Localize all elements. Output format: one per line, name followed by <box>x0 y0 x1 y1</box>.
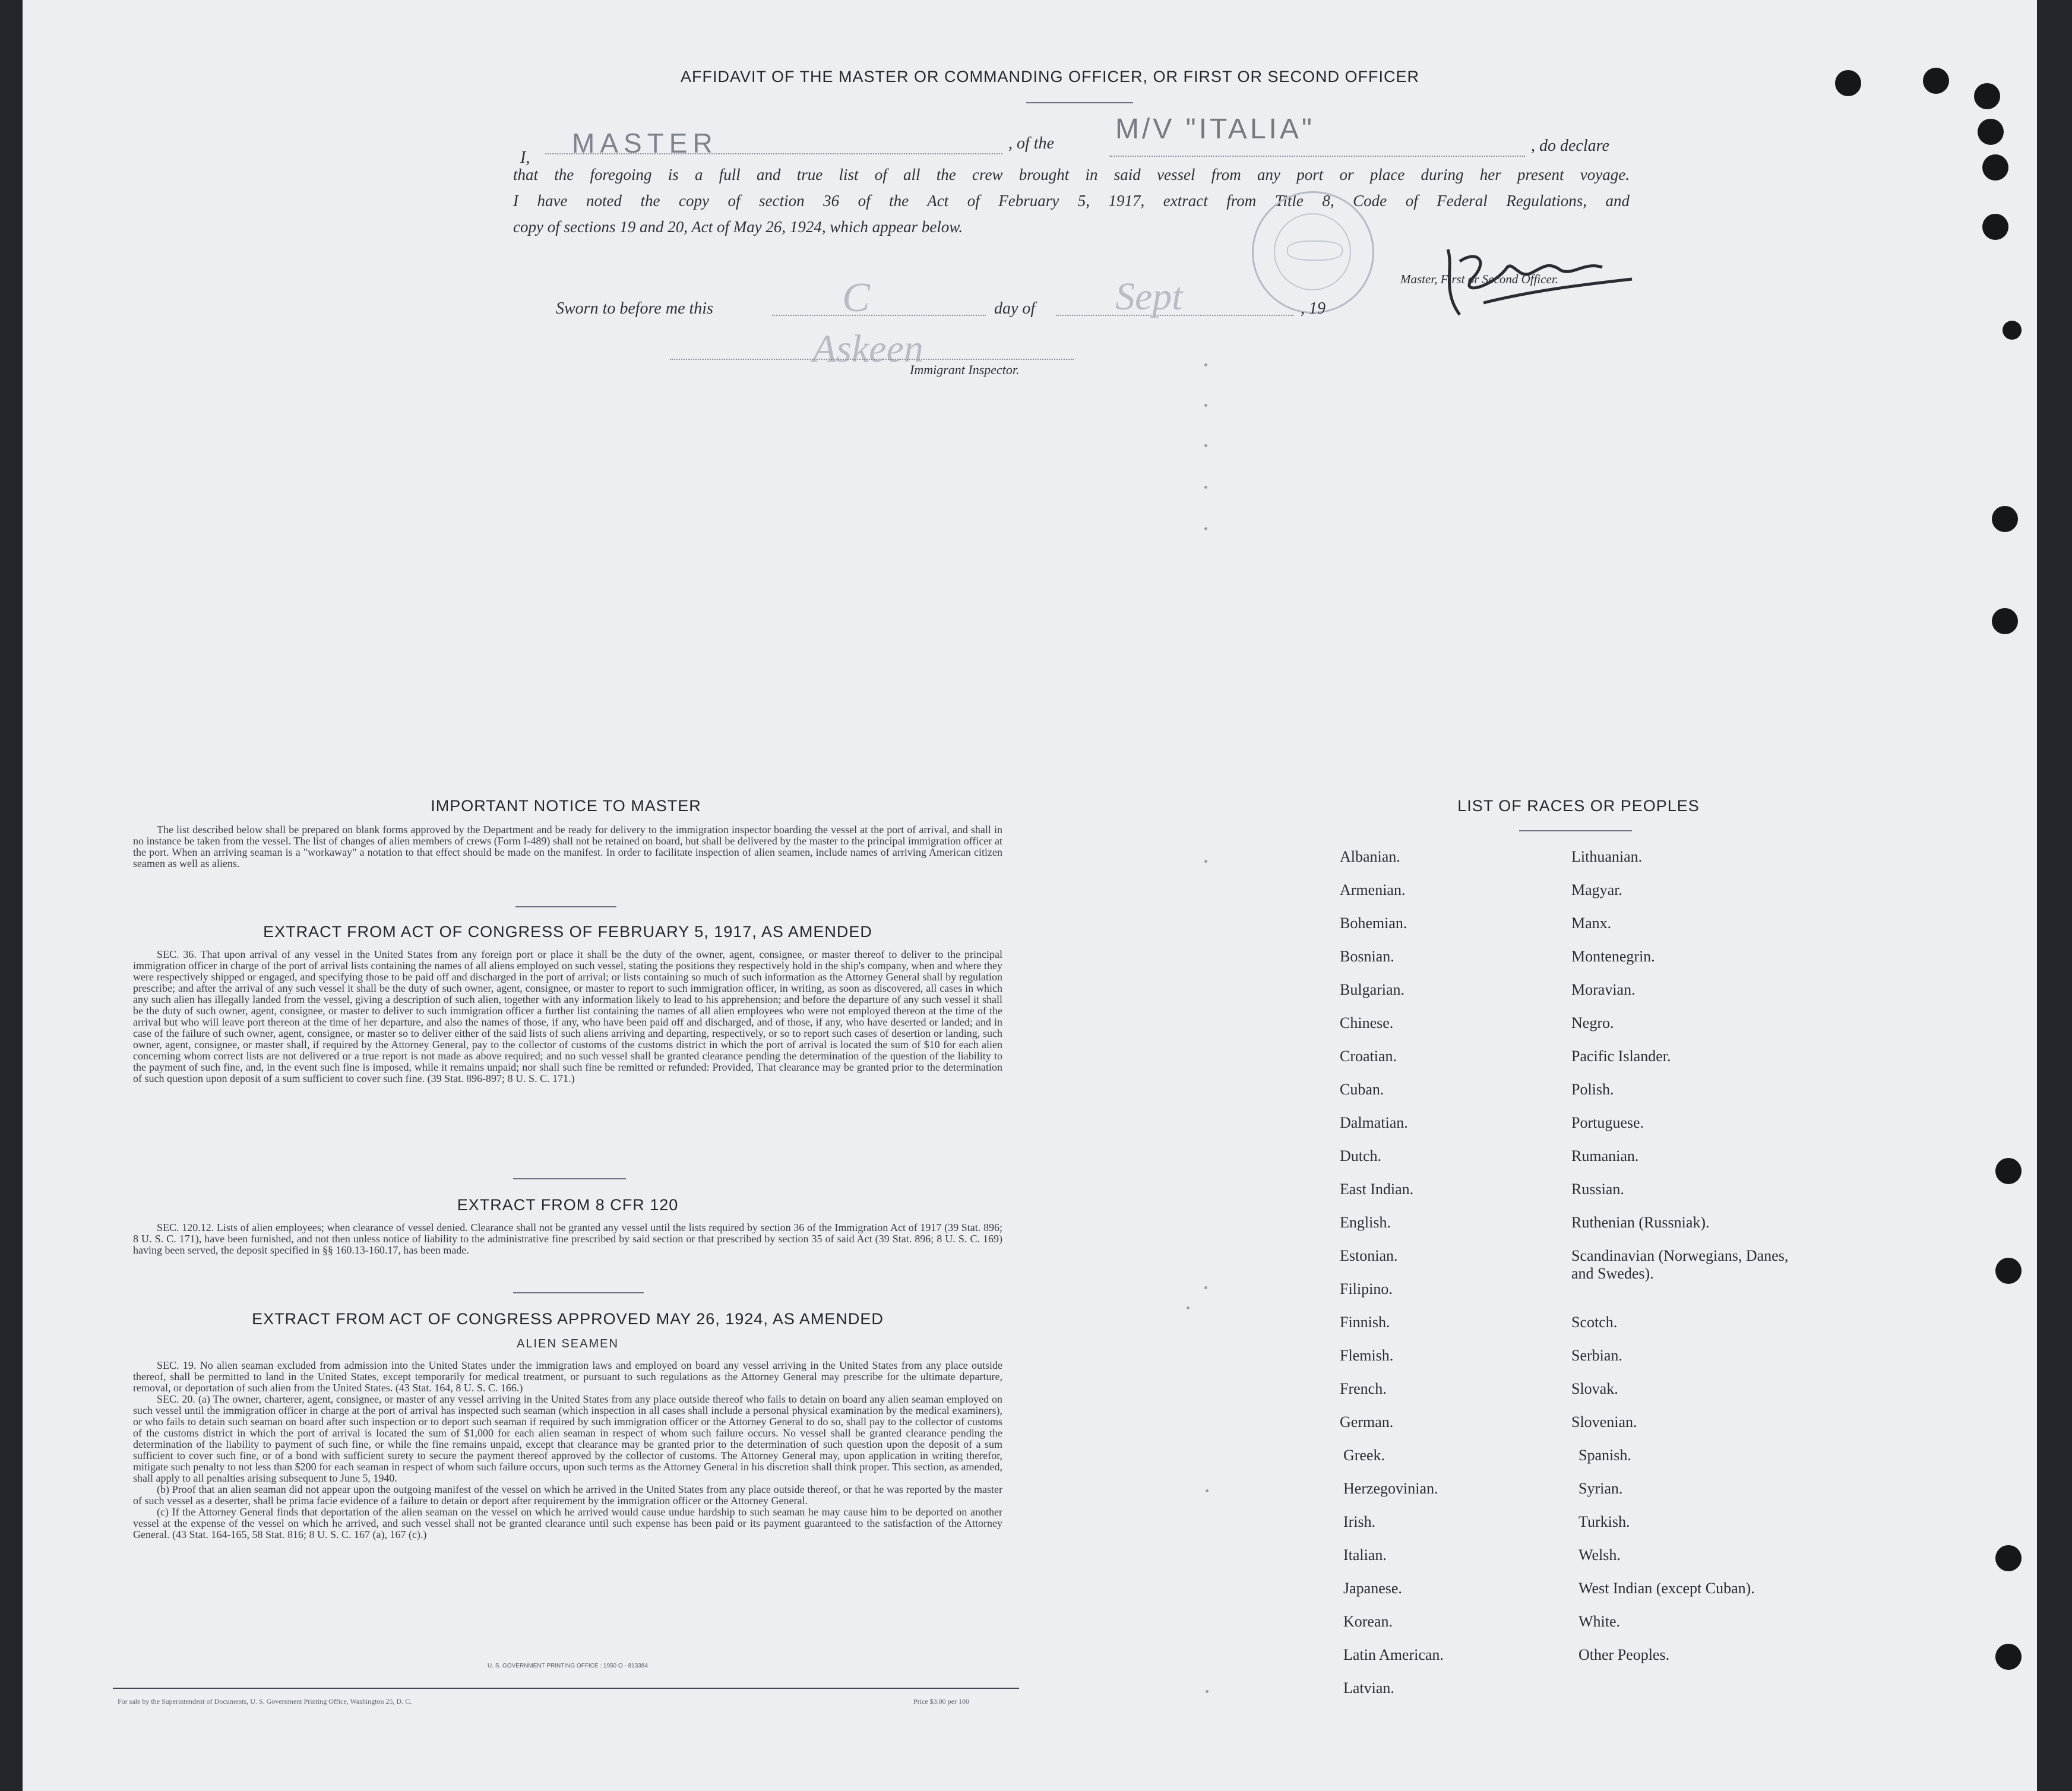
race-item: Japanese. <box>1343 1580 1402 1597</box>
of-the-label: , of the <box>1008 134 1054 153</box>
punch-hole-icon <box>1835 70 1861 96</box>
inspector-signature-icon: Askeen <box>812 327 923 371</box>
race-item: Montenegrin. <box>1571 948 1655 965</box>
race-item: Latvian. <box>1343 1679 1394 1697</box>
race-item: Irish. <box>1343 1513 1376 1530</box>
race-item: Armenian. <box>1340 881 1406 898</box>
master-entry: MASTER <box>572 128 718 159</box>
race-item: Dalmatian. <box>1340 1114 1408 1131</box>
race-item: Herzegovinian. <box>1343 1480 1438 1497</box>
race-item: Ruthenian (Russniak). <box>1571 1214 1710 1231</box>
extract-1924-heading: EXTRACT FROM ACT OF CONGRESS APPROVED MAY 26, 1924, AS AMENDED <box>252 1310 884 1328</box>
punch-hole-icon <box>2003 321 2022 340</box>
race-item: Manx. <box>1571 915 1612 932</box>
sworn-label: Sworn to before me this <box>556 299 713 318</box>
vessel-name-stamp: M/V "ITALIA" <box>1115 113 1315 145</box>
race-item: White. <box>1578 1613 1621 1630</box>
race-item: Dutch. <box>1340 1147 1382 1165</box>
signer-title: Master, First or Second Officer. <box>1400 272 1558 286</box>
printing-office-line: U. S. GOVERNMENT PRINTING OFFICE : 1950 O - 813384 <box>488 1663 648 1669</box>
year-label: , 19 <box>1301 299 1326 318</box>
race-item: Cuban. <box>1340 1081 1384 1098</box>
race-item: Bohemian. <box>1340 915 1407 932</box>
punch-hole-icon <box>1974 83 2000 109</box>
race-item: Russian. <box>1571 1181 1624 1198</box>
extract-1917-text: SEC. 36. That upon arrival of any vessel in the United States from any foreign port or place it shall be the duty of the owner, agent, consignee, or master thereof to deliver to the principal immigration officer in charge of the port of arrival lists containing the names of all aliens employed on such vessel, stating the positions they respectively hold in the ship's company, when and where they were respectively shipped or engaged, and specifying those to be paid off and discharged in the port of arrival; or lists containing so much of such information as the Attorney General shall by regulation prescribe; and after the arrival of any such vessel it shall be the duty of such owner, agent, consignee, or master to report to such immigration officer, in writing, as soon as discovered, all cases in which any such alien has illegally landed from the vessel, giving a description of such alien, together with any information likely to lead to his apprehension; and before the departure of any such vessel it shall be the duty of such owner, agent, consignee, or master to deliver to such immigration officer a further list containing the names of all alien employees who were not employed thereon at the time of the arrival but who will leave port thereon at the time of her departure, and also the names of those, if any, who have been paid off and discharged, and of those, if any, who have deserted or landed; and in case of the failure of such owner, agent, consignee, or master so to deliver either of the said lists of such aliens arriving and departing, respectively, or so to report such cases of desertion or landing, such owner, agent, consignee, or master shall, if required by the Attorney General, pay to the collector of customs of the customs district in which the port of arrival is located the sum of $10 for each alien concerning whom correct lists are not delivered or a true report is not made as above required; and no such vessel shall be granted clearance pending the determination of the question of the liability to the payment of such fine, and, in the event such fine is imposed, while it remains unpaid; nor shall such fine be remitted or refunded: Provided, That clearance may be granted prior to the determination of such question upon deposit of a sum sufficient to cover such fine. (39 Stat. 896-897; 8 U. S. C. 171.) <box>133 948 1002 1084</box>
race-item: Polish. <box>1571 1081 1614 1098</box>
race-item: Croatian. <box>1340 1048 1397 1065</box>
race-item: Scotch. <box>1571 1314 1618 1331</box>
inspector-label: Immigrant Inspector. <box>910 362 1020 377</box>
race-item: Finnish. <box>1340 1314 1390 1331</box>
punch-hole-icon <box>1982 154 2008 181</box>
race-item: West Indian (except Cuban). <box>1578 1580 1755 1597</box>
race-item: German. <box>1340 1413 1394 1431</box>
punch-hole-icon <box>1982 214 2008 240</box>
race-item: Turkish. <box>1578 1513 1630 1530</box>
race-item: Spanish. <box>1578 1447 1631 1464</box>
sale-notice: For sale by the Superintendent of Documents, U. S. Government Printing Office, Washington 25, D. C. <box>118 1697 412 1705</box>
affidavit-title: AFFIDAVIT OF THE MASTER OR COMMANDING OFFICER, OR FIRST OR SECOND OFFICER <box>680 68 1420 86</box>
race-item: Scandinavian (Norwegians, Danes, and Swedes). <box>1571 1247 1789 1282</box>
race-item: Moravian. <box>1571 981 1636 998</box>
punch-hole-icon <box>1995 1644 2022 1670</box>
punch-hole-icon <box>1992 506 2018 532</box>
punch-hole-icon <box>1995 1258 2022 1284</box>
punch-hole-icon <box>1923 68 1949 94</box>
race-item: East Indian. <box>1340 1181 1414 1198</box>
race-item: Other Peoples. <box>1578 1646 1670 1663</box>
document-page <box>23 0 2037 1791</box>
races-heading: LIST OF RACES OR PEOPLES <box>1457 797 1700 815</box>
race-item: English. <box>1340 1214 1391 1231</box>
race-item: Negro. <box>1571 1014 1614 1031</box>
race-item: Lithuanian. <box>1571 848 1643 865</box>
race-item: Italian. <box>1343 1546 1387 1564</box>
race-item: Magyar. <box>1571 881 1622 898</box>
race-item: Portuguese. <box>1571 1114 1644 1131</box>
day-of-label: day of <box>994 299 1036 318</box>
race-item: Rumanian. <box>1571 1147 1639 1165</box>
race-item: Filipino. <box>1340 1280 1393 1298</box>
notice-text: The list described below shall be prepared on blank forms approved by the Department and be ready for delivery to the immigration inspector boarding the vessel at the port of arrival, and shall in no instance be taken from the vessel. The list of changes of alien members of crews (Form I-489) shall not be retained on board, but shall be delivered by the master to the principal immigration officer at the port. When an arriving seaman is a "workaway" a notation to that effect should be made on the manifest. In order to facilitate inspection of alien seamen, include names of arriving American citizen seamen as well as aliens. <box>133 824 1002 869</box>
race-item: Welsh. <box>1578 1546 1621 1564</box>
punch-hole-icon <box>1995 1545 2022 1571</box>
race-item: Pacific Islander. <box>1571 1048 1671 1065</box>
declaration-text: that the foregoing is a full and true list of all the crew brought in said vessel from any port or place during her present voyage. I have noted the copy of section 36 of the Act of February 5, 1917, extract from Title 8, Code of Federal Regulations, and copy of sections 19 and 20, Act of May 26, 1924, which appear below. <box>513 166 1630 236</box>
alien-seamen-subheading: ALIEN SEAMEN <box>517 1337 619 1350</box>
extract-1917-heading: EXTRACT FROM ACT OF CONGRESS OF FEBRUARY 5, 1917, AS AMENDED <box>263 923 872 941</box>
race-item: Estonian. <box>1340 1247 1398 1264</box>
punch-hole-icon <box>1992 608 2018 634</box>
race-item: Syrian. <box>1578 1480 1623 1497</box>
race-item: Flemish. <box>1340 1347 1394 1364</box>
race-item: Latin American. <box>1343 1646 1444 1663</box>
extract-1924-text: SEC. 19. No alien seaman excluded from admission into the United States under the immigration laws and employed on board any vessel arriving in the United States from any place outside thereof, shall be permitted to land in the United States, except temporarily for medical treatment, or pursuant to such regulations as the Attorney General may prescribe for the ultimate departure, removal, or deportation of such alien from the United States. (43 Stat. 164, 8 U. S. C. 166.) SEC. 20. (a) The owner, charterer, agent, consignee, or master of any vessel arriving in the United States from any place outside thereof who fails to detain on board any alien seaman employed on such vessel until the immigration officer in charge at the port of arrival has inspected such seaman (which inspection in all cases shall include a personal physical examination by the medical examiners), or who fails to detain such seaman on board after such inspection or to deport such seaman if required by such immigration officer or the Attorney General to do so, shall pay to the collector of customs of the customs district in which the port of arrival is located the sum of $1,000 for each alien seaman in respect of whom such failure occurs. No vessel shall be granted clearance pending the determination of the liability to payment of such fine, or while the fine remains unpaid, except that clearance may be granted prior to the determination of such question upon the deposit of a sum sufficient to cover such fine, or of a bond with sufficient surety to secure the payment thereof approved by the collector of customs. The Attorney General may, upon application in writing therefor, mitigate such penalty to not less than $200 for each seaman in respect of whom such failure occurs, upon such terms as the Attorney General in his discretion shall think proper. This section, as amended, shall apply to all penalties arising subsequent to June 5, 1940. (b) Proof that an alien seaman did not appear upon the outgoing manifest of the vessel on which he arrived in the United States from any place outside thereof, or that he was reported by the master of such vessel as a deserter, shall be prima facie evidence of a failure to detain or deport after requirement by the immigration officer or the Attorney General. (c) If the Attorney General finds that deportation of the alien seaman on the vessel on which he arrived would cause undue hardship to such seaman he may cause him to be deported on another vessel at the expense of the vessel on which he arrived, and such vessel shall not be granted clearance until such expense has been paid or its payment guaranteed to the satisfaction of the Attorney General. (43 Stat. 164-165, 58 Stat. 816; 8 U. S. C. 167 (a), 167 (c).) <box>133 1359 1002 1540</box>
race-item: Bulgarian. <box>1340 981 1405 998</box>
punch-hole-icon <box>1978 119 2004 145</box>
declarant-prefix: I, <box>520 148 530 167</box>
race-item: Slovak. <box>1571 1380 1618 1397</box>
race-item: Bosnian. <box>1340 948 1394 965</box>
official-stamp-icon <box>1252 191 1374 314</box>
race-item: Greek. <box>1343 1447 1385 1464</box>
punch-hole-icon <box>1995 1158 2022 1184</box>
extract-cfr-text: SEC. 120.12. Lists of alien employees; when clearance of vessel denied. Clearance shall not be granted any vessel until the lists required by section 36 of the Immigration Act of 1917 (39 Stat. 896; 8 U. S. C. 171), have been furnished, and not then unless notice of liability to the administrative fine prescribed by said section or that prescribed by section 35 of said Act (39 Stat. 896; 8 U. S. C. 169) having been served, the deposit specified in §§ 160.13-160.17, has been made. <box>133 1222 1002 1256</box>
notice-heading: IMPORTANT NOTICE TO MASTER <box>431 797 701 815</box>
race-item: French. <box>1340 1380 1387 1397</box>
race-item: Korean. <box>1343 1613 1393 1630</box>
sworn-day-entry: C <box>842 275 870 321</box>
race-item: Albanian. <box>1340 848 1400 865</box>
price-notice: Price $3.00 per 100 <box>913 1697 969 1705</box>
do-declare-label: , do declare <box>1531 137 1609 155</box>
sworn-month-entry: Sept <box>1115 275 1183 318</box>
extract-cfr-heading: EXTRACT FROM 8 CFR 120 <box>457 1196 679 1214</box>
race-item: Serbian. <box>1571 1347 1622 1364</box>
race-item: Chinese. <box>1340 1014 1394 1031</box>
race-item: Slovenian. <box>1571 1413 1637 1431</box>
